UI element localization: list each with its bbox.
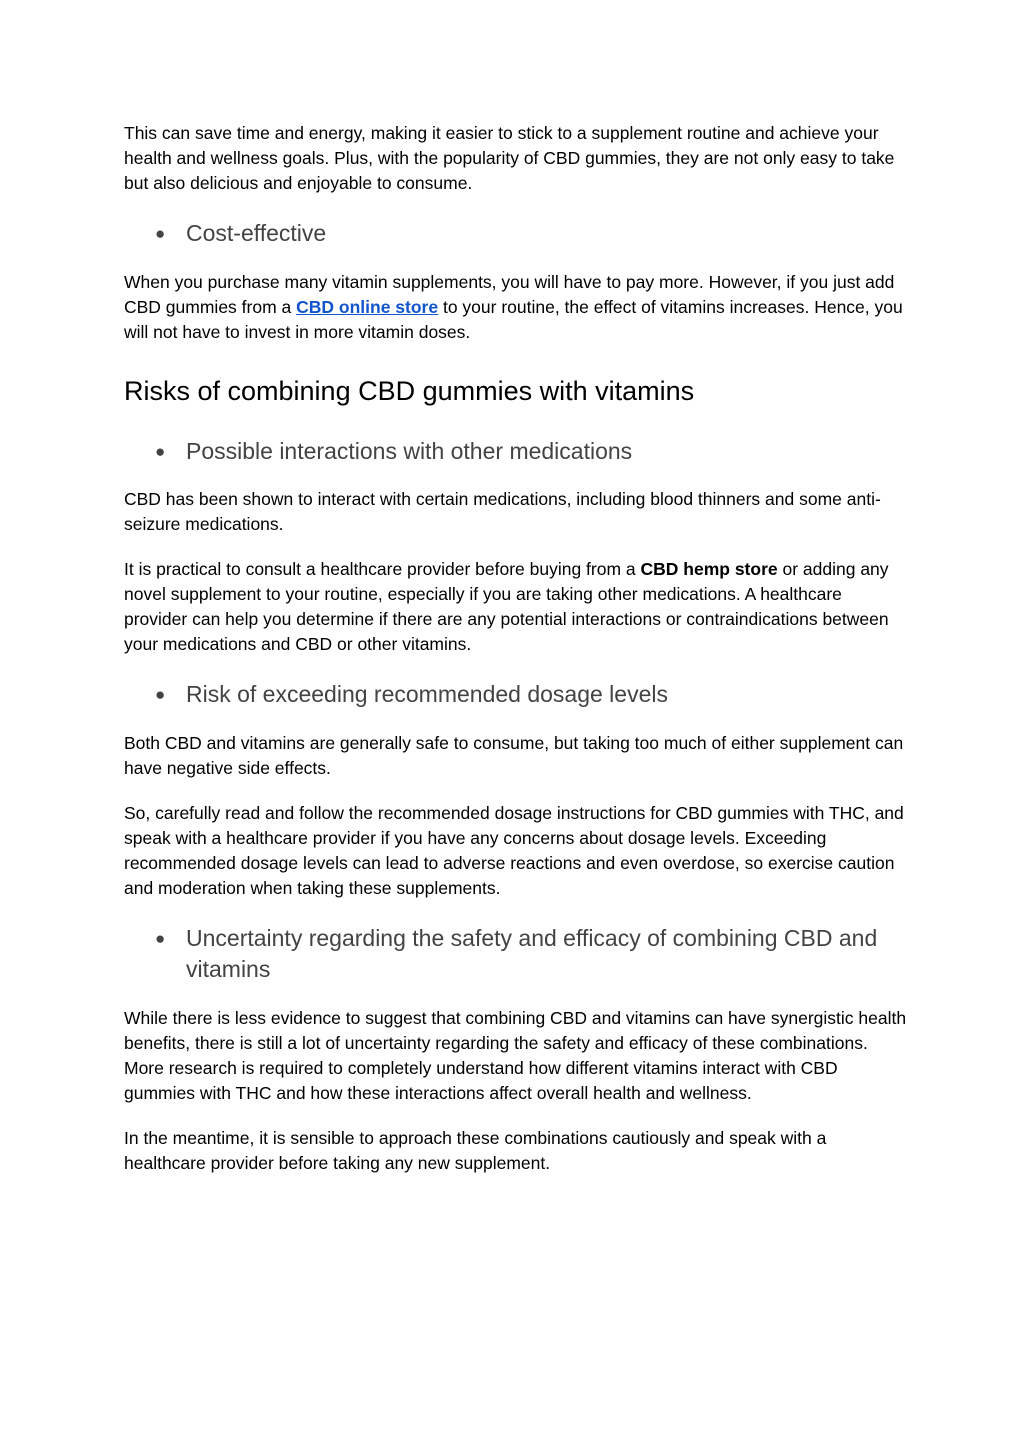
cost-effective-heading: [124, 218, 908, 250]
bullet-icon: ●: [155, 441, 166, 461]
uncertainty-heading-text: Uncertainty regarding the safety and efficacy of combining CBD and vitamins: [186, 924, 878, 982]
risks-section-heading: Risks of combining CBD gummies with vitamins: [124, 375, 695, 406]
bullet-icon: ●: [155, 224, 166, 243]
cost-effective-text-after: to your routine, the effect of vitamins increases. Hence, you will not have to invest in more vitamin doses.: [124, 296, 903, 342]
intro-paragraph: This can save time and energy, making it easier to stick to a supplement routine and achieve your health and wellness goals. Plus, with the popularity of CBD gummies, they are not only easy to take but also delicious and enjoyable to consume.: [124, 123, 895, 193]
uncertainty-paragraph-1: While there is less evidence to suggest that combining CBD and vitamins can have synergistic health benefits, there is still a lot of uncertainty regarding the safety and efficacy of these combinations. More research is required to completely understand how different vitamins interact with CBD gummies with THC and how these interactions affect overall health and wellness.: [124, 1007, 907, 1103]
dosage-heading: [124, 679, 908, 711]
bullet-icon: ●: [155, 685, 166, 704]
cost-effective-text-before: When you purchase many vitamin supplements, you will have to pay more. However, if you just add CBD gummies from a: [124, 271, 895, 317]
cbd-online-store-link[interactable]: CBD online store: [296, 296, 439, 317]
interactions-paragraph-1: CBD has been shown to interact with certain medications, including blood thinners and some anti-seizure medications.: [124, 489, 881, 534]
dosage-paragraph-2: So, carefully read and follow the recommended dosage instructions for CBD gummies with THC, and speak with a healthcare provider if you have any concerns about dosage levels. Exceeding recommended dosage levels can lead to adverse reactions and even overdose, so exercise caution and moderation when taking these supplements.: [124, 802, 904, 898]
cost-effective-paragraph: [124, 270, 908, 345]
interactions-paragraph-2: [124, 557, 908, 657]
interactions-heading-text: Possible interactions with other medications: [186, 437, 633, 464]
bullet-icon: ●: [155, 928, 166, 948]
uncertainty-paragraph-2: In the meantime, it is sensible to approach these combinations cautiously and speak with a healthcare provider before taking any new supplement.: [124, 1127, 827, 1173]
interactions-heading: [124, 436, 908, 468]
dosage-paragraph-1: Both CBD and vitamins are generally safe to consume, but taking too much of either supplement can have negative side effects.: [124, 732, 904, 778]
dosage-heading-text: Risk of exceeding recommended dosage levels: [186, 681, 668, 707]
document-page: [124, 121, 908, 1176]
cbd-hemp-store-bold: CBD hemp store: [640, 559, 778, 579]
uncertainty-heading: [124, 923, 908, 986]
cost-effective-heading-text: Cost-effective: [186, 220, 327, 246]
interactions-text-before: It is practical to consult a healthcare provider before buying from a: [124, 559, 641, 579]
interactions-text-after: or adding any novel supplement to your routine, especially if you are taking other medications. A healthcare provider can help you determine if there are any potential interactions or contraindications between your medications and CBD or other vitamins.: [124, 559, 889, 654]
